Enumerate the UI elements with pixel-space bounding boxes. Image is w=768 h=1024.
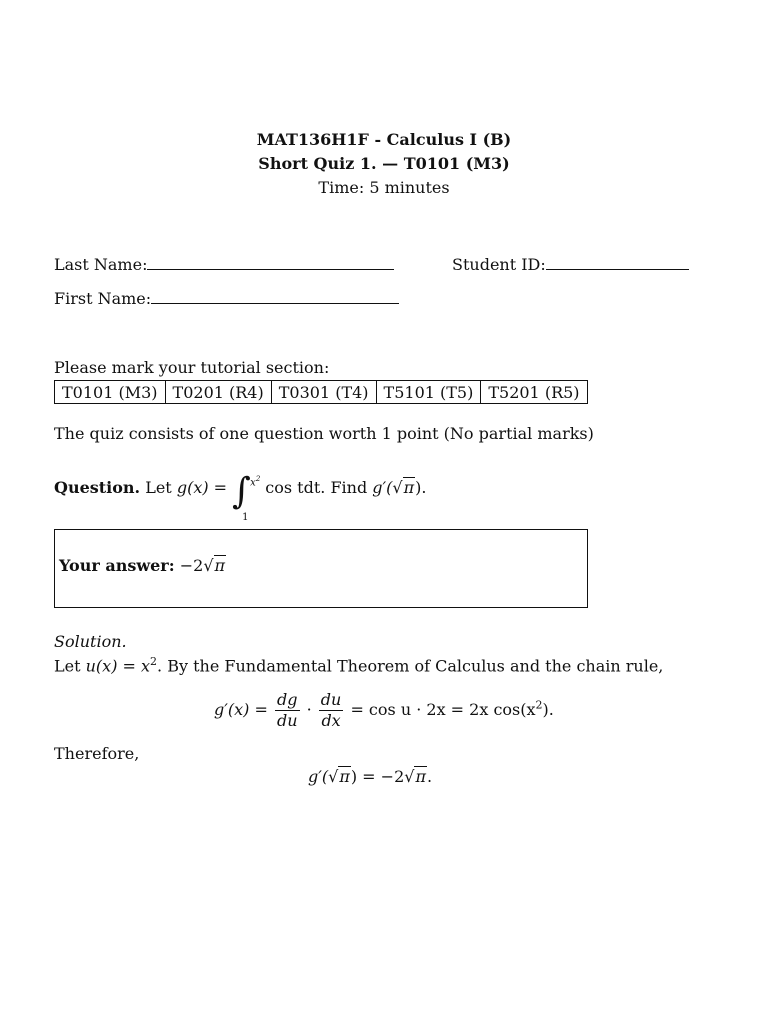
question-let: Let xyxy=(145,478,172,497)
answer-box[interactable] xyxy=(54,529,588,608)
fraction-dg-du: $\frac{dg}{du}$ xyxy=(276,690,298,730)
time-limit: Time: 5 minutes xyxy=(318,178,450,197)
solution-heading: Solution. xyxy=(54,632,127,651)
integral-sign: ∫ xyxy=(232,471,251,512)
first-name-label: First Name: xyxy=(54,289,152,308)
last-name-row xyxy=(54,255,394,274)
fraction-du-dx: $\frac{du}{dx}$ xyxy=(320,690,342,730)
chain-rule-equation: g′(x) = $\frac{dg}{du}$ · $\frac{du}{dx}$ = cos u · 2x = 2x $\cos(x^2)$. xyxy=(214,690,554,730)
section-option[interactable]: T5201 (R5) xyxy=(481,381,587,404)
last-name-blank[interactable] xyxy=(147,255,394,270)
student-id-blank[interactable] xyxy=(546,255,689,270)
answer-label: Your answer: xyxy=(59,556,175,575)
therefore-text: Therefore, xyxy=(54,744,140,763)
question-integrand: cos tdt. xyxy=(265,478,326,497)
student-id-row xyxy=(452,255,689,274)
integral-lower: 1 xyxy=(242,512,249,523)
section-option[interactable]: T0101 (M3) xyxy=(55,381,166,404)
answer-value: −2√π xyxy=(179,556,226,575)
first-name-blank[interactable] xyxy=(151,289,399,304)
course-title: MAT136H1F - Calculus I (B) xyxy=(256,130,512,149)
student-id-label: Student ID: xyxy=(452,255,546,274)
section-option[interactable]: T0201 (R4) xyxy=(165,381,271,404)
question-label: Question. xyxy=(54,478,141,497)
section-option[interactable]: T5101 (T5) xyxy=(376,381,481,404)
first-name-row xyxy=(54,289,399,308)
section-option[interactable]: T0301 (T4) xyxy=(271,381,376,404)
question-target: g′( xyxy=(372,478,393,497)
question-func: g(x) = xyxy=(176,478,228,497)
quiz-title: Short Quiz 1. — T0101 (M3) xyxy=(258,154,510,173)
solution-line1: Let $u(x) = x^2$. By the Fundamental Theorem of Calculus and the chain rule, xyxy=(54,655,664,676)
integral-upper: $x^2$ xyxy=(250,475,261,489)
final-result: g′(√π) = −2√π. xyxy=(308,767,433,786)
sqrt-pi: √π xyxy=(392,478,415,497)
tutorial-prompt: Please mark your tutorial section: xyxy=(54,358,330,377)
answer-line xyxy=(59,556,226,575)
tutorial-section-table xyxy=(54,380,588,404)
question: Question. Let g(x) = ∫ $x^2$ 1 cos tdt. Find g′(√π). xyxy=(54,471,427,523)
question-find: Find xyxy=(330,478,368,497)
quiz-intro: The quiz consists of one question worth 1 point (No partial marks) xyxy=(54,424,594,443)
last-name-label: Last Name: xyxy=(54,255,148,274)
